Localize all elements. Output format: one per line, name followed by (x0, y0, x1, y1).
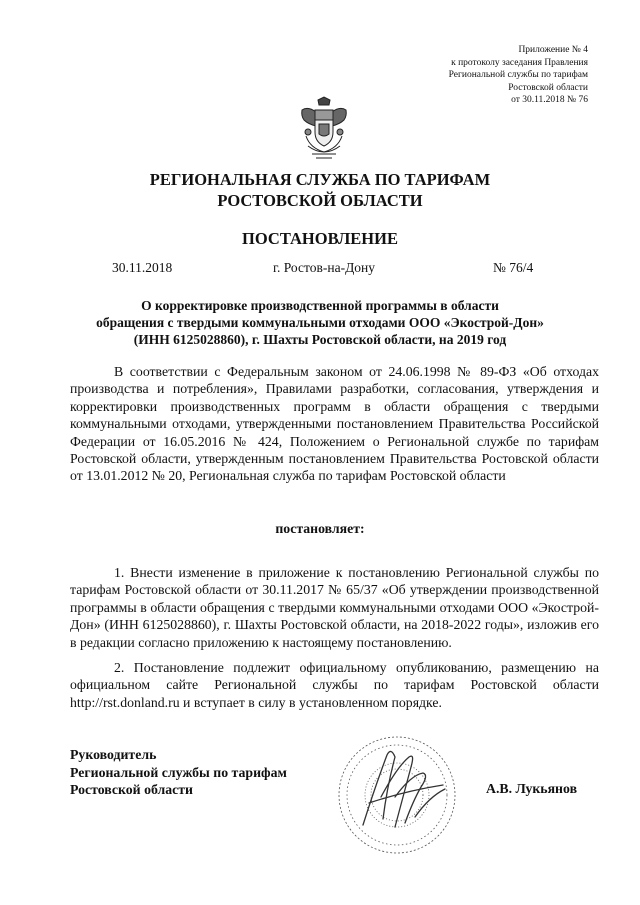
document-number: № 76/4 (493, 260, 534, 275)
signatory-title-line-2: Региональной службы по тарифам (70, 764, 287, 780)
appendix-line-2: к протоколу заседания Правления (451, 57, 588, 68)
signatory-title (70, 746, 287, 799)
organization-title (0, 169, 640, 211)
document-type: ПОСТАНОВЛЕНИЕ (242, 229, 398, 248)
preamble-paragraph: В соответствии с Федеральным законом от 24.06.1998 № 89-ФЗ «Об отходах производства и потребления», Правилами разработки, согласования, утверждения и корректировки производственных программ в области обращения с твердыми коммунальными отходами, утвержденными постановлением Правительства Российской Федерации от 16.05.2016 № 424, Положением о Региональной службе по тарифам Ростовской области, утвержденным постановлением Правительства Ростовской области от 13.01.2012 № 20, Региональная служба по тарифам Ростовской области (70, 364, 599, 484)
resolves-heading: постановляет: (275, 521, 365, 536)
document-date: 30.11.2018 (112, 260, 173, 275)
appendix-line-3: Региональной службы по тарифам (448, 70, 588, 80)
item-2-paragraph: 2. Постановление подлежит официальному опубликованию, размещению на официальном сайте Региональной службы по тарифам Ростовской области http://rst.donland.ru и вступает в силу в установленном порядке. (70, 660, 599, 710)
item-1-paragraph: 1. Внести изменение в приложение к постановлению Региональной службы по тарифам Ростовской области от 30.11.2017 № 65/37 «Об утверждении производственной программы в области обращения с твердыми коммунальными отходами ООО «Экострой-Дон» (ИНН 6125028860), г. Шахты Ростовской области, на 2018-2022 годы», изложив его в редакции согласно приложению к настоящему постановлению. (70, 565, 599, 650)
coat-of-arms-icon (298, 96, 350, 162)
signature-stamp-icon (325, 727, 475, 867)
signatory-name: А.В. Лукьянов (486, 781, 578, 796)
appendix-line-5: от 30.11.2018 № 76 (511, 95, 588, 105)
subject-line-3: (ИНН 6125028860), г. Шахты Ростовской области, на 2019 год (133, 332, 507, 347)
organization-title-line-1: РЕГИОНАЛЬНАЯ СЛУЖБА ПО ТАРИФАМ (149, 170, 491, 189)
appendix-line-4: Ростовской области (508, 82, 588, 93)
subject-line-2: обращения с твердыми коммунальными отходами ООО «Экострой-Дон» (96, 315, 544, 330)
appendix-line-1: Приложение № 4 (518, 45, 588, 55)
signatory-title-line-3: Ростовской области (70, 782, 194, 798)
document-city: г. Ростов-на-Дону (273, 260, 376, 275)
signatory-title-line-1: Руководитель (70, 747, 157, 762)
subject-line-1: О корректировке производственной программы в области (141, 298, 499, 313)
document-subject (60, 297, 580, 348)
organization-title-line-2: РОСТОВСКОЙ ОБЛАСТИ (217, 191, 423, 210)
appendix-note (348, 44, 588, 107)
